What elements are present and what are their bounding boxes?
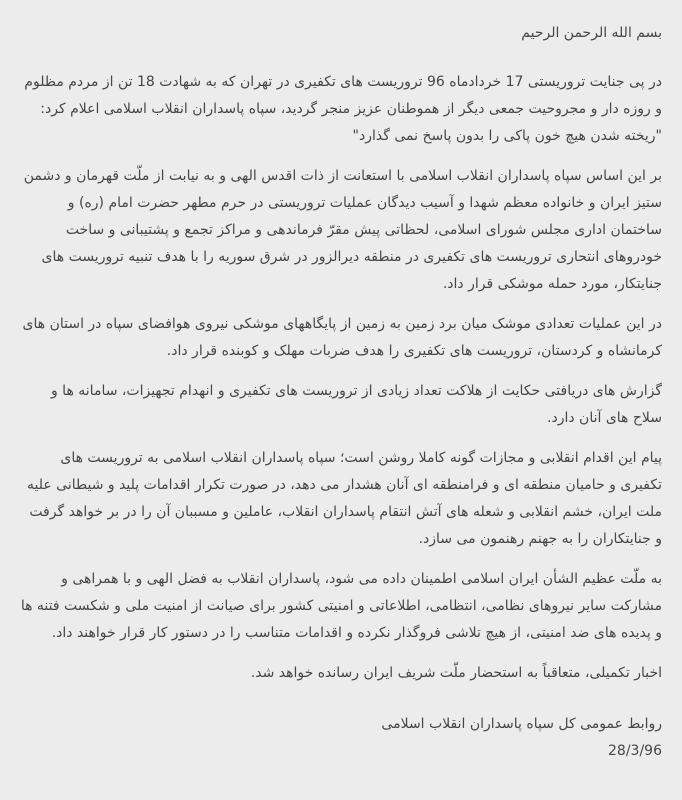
paragraph-warning-message: پیام این اقدام انقلابی و مجازات گونه کاملا روشن است؛ سپاه پاسداران انقلاب اسلامی به تروریست های تکفیری و حامیان منطقه ای و فرامنطقه ای آنان هشدار می دهد، در صورت تکرار اقدامات پلید و شیطانی علیه ملت ایران، خشم انقلابی و شعله های آتش انتقام پاسداران انقلاب، عاملین و مسببان آن را در بر خواهد گرفت و جنایتکاران را به جهنم رهنمون می سازد. [26, 450, 662, 547]
paragraph-operation-details: در این عملیات تعدادی موشک میان برد زمین به زمین از پایگاههای موشکی نیروی هوافضای سپاه در استان های کرمانشاه و کردستان، تروریست های تکفیری را هدف ضربات مهلک و کوبنده قرار داد. [22, 316, 662, 359]
paragraph-assurance: به ملّت عظیم الشأن ایران اسلامی اطمینان داده می شود، پاسداران انقلاب به فضل الهی و با همراهی و مشارکت سایر نیروهای نظامی، انتظامی، اطلاعاتی و امنیتی کشور برای صیانت از امنیت ملی و شکست فتنه ها و پدیده های ضد امنیتی، از هیچ تلاشی فروگذار نکرده و اقدامات متناسب را در دستور کار قرار خواهند داد. [20, 571, 662, 641]
paragraph-casualty-reports: گزارش های دریافتی حکایت از هلاکت تعداد زیادی از تروریست های تکفیری و انهدام تجهیزات، سامانه ها و سلاح های آنان دارد. [50, 383, 662, 426]
signature-line: روابط عمومی کل سپاه پاسداران انقلاب اسلامی [381, 716, 662, 732]
paragraph-further-news: اخبار تکمیلی، متعاقباً به استحضار ملّت شریف ایران رسانده خواهد شد. [250, 665, 662, 681]
paragraph-intro-attack: در پی جنایت تروریستی 17 خردادماه 96 تروریست های تکفیری در تهران که به شهادت 18 تن از مردم مظلوم و روزه دار و مجروحیت جمعی دیگر از هموطنان عزیز منجر گردید، سپاه پاسداران انقلاب اسلامی اعلام کرد: "ریخته شدن هیچ خون پاکی را بدون پاسخ نمی گذارد" [24, 74, 662, 144]
paragraph-missile-strike: بر این اساس سپاه پاسداران انقلاب اسلامی با استعانت از ذات اقدس الهی و به نیابت از ملّت قهرمان و دشمن ستیز ایران و خانواده معظم شهدا و آسیب دیدگان عملیات تروریستی در حرم مطهر حضرت امام (ره) و ساختمان اداری مجلس شورای اسلامی، لحظاتی پیش مقرّ فرماندهی و مراکز تجمع و پشتیبانی و ساخت خودروهای انتحاری تروریست های تکفیری در منطقه دیرالزور در شرق سوریه را با هدف تنبیه تروریست های جنایتکار، مورد حمله موشکی قرار داد. [23, 168, 662, 292]
bismillah-line: بسم الله الرحمن الرحیم [521, 25, 662, 41]
date-line: 28/3/96 [608, 743, 662, 759]
signature-block [20, 711, 662, 765]
